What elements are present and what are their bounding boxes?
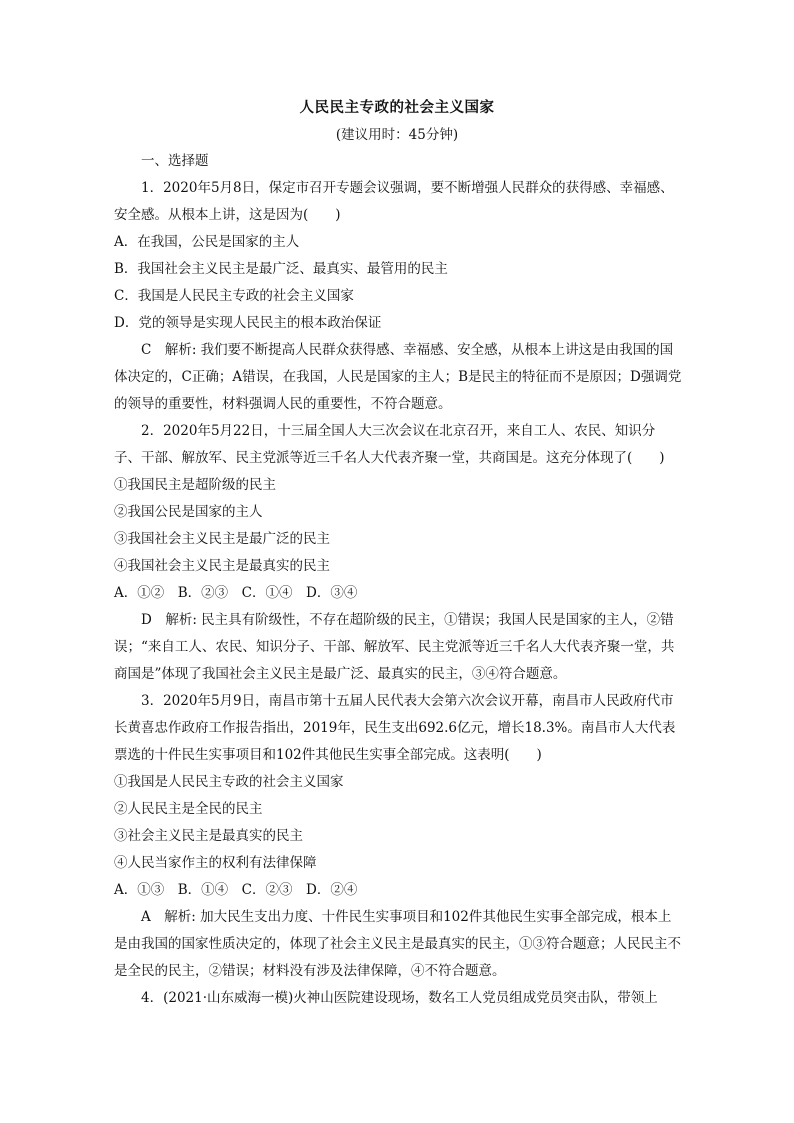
question-2-statement-1: ①我国民主是超阶级的民主 xyxy=(114,477,276,493)
section-heading: 一、选择题 xyxy=(141,153,209,169)
question-3-statement-1: ①我国是人民民主专政的社会主义国家 xyxy=(114,774,344,790)
question-4-stem: 4．(2021·山东威海一模)火神山医院建设现场，数名工人党员组成党员突击队，带领上 xyxy=(141,990,658,1006)
question-2-statement-2: ②我国公民是国家的主人 xyxy=(114,504,263,520)
question-1-stem: 1．2020年5月8日，保定市召开专题会议强调，要不断增强人民群众的获得感、幸福感、安全感。从根本上讲，这是因为( ) xyxy=(114,180,674,223)
question-1-option-d: D．党的领导是实现人民民主的根本政治保证 xyxy=(114,315,382,331)
question-2-analysis: D 解析: 民主具有阶级性，不存在超阶级的民主，①错误；我国人民是国家的主人，②错误；“来自工人、农民、知识分子、干部、解放军、民主党派等近三千名人大代表齐聚一堂，共商国是”体现了我国社会主义民主是最广泛、最真实的民主，③④符合题意。 xyxy=(114,612,675,682)
content-body xyxy=(114,148,682,1012)
time-suggestion: (建议用时：45分钟) xyxy=(335,127,459,143)
question-3-analysis: A 解析: 加大民生支出力度、十件民生实事项目和102件其他民生实事全部完成，根本上是由我国的国家性质决定的，体现了社会主义民主是最真实的民主，①③符合题意；人民民主不是全民的民主，②错误；材料没有涉及法律保障，④不符合题意。 xyxy=(114,909,681,979)
question-3-statement-4: ④人民当家作主的权利有法律保障 xyxy=(114,855,317,871)
question-2-statement-3: ③我国社会主义民主是最广泛的民主 xyxy=(114,531,330,547)
question-3-statement-3: ③社会主义民主是最真实的民主 xyxy=(114,828,303,844)
question-2-stem: 2．2020年5月22日，十三届全国人大三次会议在北京召开，来自工人、农民、知识分子、干部、解放军、民主党派等近三千名人大代表齐聚一堂，共商国是。这充分体现了( ) xyxy=(114,423,665,466)
question-1-option-c: C．我国是人民民主专政的社会主义国家 xyxy=(114,288,354,304)
question-3-statement-2: ②人民民主是全民的民主 xyxy=(114,801,263,817)
question-1-option-b: B．我国社会主义民主是最广泛、最真实、最管用的民主 xyxy=(114,261,448,277)
question-1-analysis: C 解析: 我们要不断提高人民群众获得感、幸福感、安全感，从根本上讲这是由我国的国体决定的，C正确；A错误，在我国，人民是国家的主人；B是民主的特征而不是原因；D强调党的领导的重要性，材料强调人民的重要性，不符合题意。 xyxy=(114,342,682,412)
page-title: 人民民主专政的社会主义国家 xyxy=(299,99,495,116)
question-3-choices: A．①③ B．①④ C．②③ D．②④ xyxy=(114,882,358,898)
question-2-statement-4: ④我国社会主义民主是最真实的民主 xyxy=(114,558,330,574)
question-3-stem: 3．2020年5月9日，南昌市第十五届人民代表大会第六次会议开幕，南昌市人民政府代市长黄喜忠作政府工作报告指出，2019年，民生支出692.6亿元，增长18.3%。南昌市人大代表票选的十件民生实事项目和102件其他民生实事全部完成。这表明( ) xyxy=(114,693,676,763)
question-2-choices: A．①② B．②③ C．①④ D．③④ xyxy=(114,585,358,601)
question-1-option-a: A．在我国，公民是国家的主人 xyxy=(114,234,300,250)
